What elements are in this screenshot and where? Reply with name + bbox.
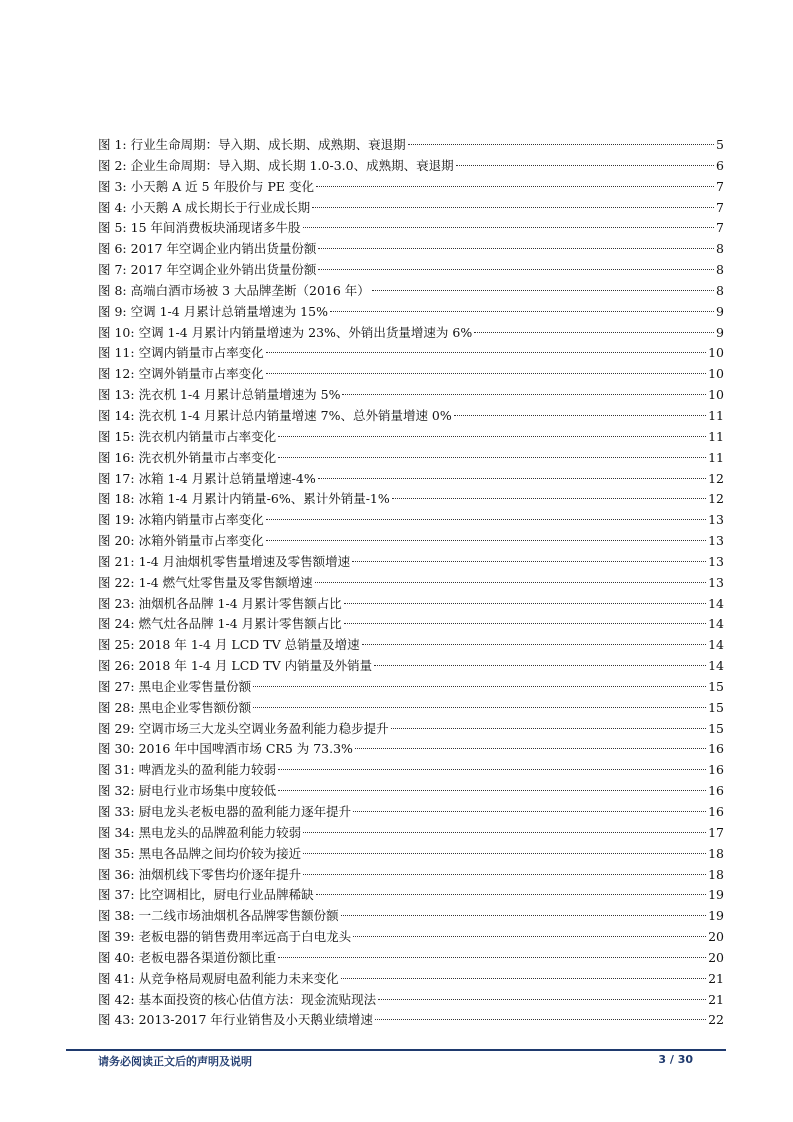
- toc-entry-label: 图 31:: [98, 762, 135, 778]
- toc-leader-dots: [266, 372, 707, 374]
- toc-entry[interactable]: [98, 614, 724, 635]
- toc-entry[interactable]: [98, 865, 724, 886]
- toc-leader-dots: [352, 560, 706, 562]
- toc-entry-title: 从竞争格局观厨电盈利能力未来变化: [138, 970, 339, 986]
- toc-entry-label: 图 8:: [98, 282, 127, 298]
- toc-entry-title: 冰箱内销量市占率变化: [138, 512, 264, 528]
- footer-disclaimer: 请务必阅读正文后的声明及说明: [98, 1055, 252, 1068]
- toc-entry-page: 19: [708, 887, 724, 903]
- toc-entry-title: 行业生命周期：导入期、成长期、成熟期、衰退期: [130, 137, 406, 152]
- toc-leader-dots: [303, 226, 715, 228]
- toc-entry-label: 图 30:: [98, 741, 135, 757]
- toc-leader-dots: [318, 477, 706, 479]
- toc-entry-label: 图 19:: [98, 512, 135, 528]
- toc-entry-page: 14: [708, 637, 724, 653]
- toc-leader-dots: [408, 143, 714, 145]
- toc-entry[interactable]: [98, 802, 724, 823]
- toc-entry-page: 8: [716, 262, 724, 278]
- toc-entry-title: 老板电器各渠道份额比重: [138, 949, 277, 965]
- toc-entry-page: 7: [716, 178, 724, 194]
- toc-entry-page: 13: [708, 533, 724, 549]
- toc-entry-page: 8: [716, 241, 724, 257]
- toc-entry-label: 图 21:: [98, 553, 135, 569]
- toc-entry-page: 10: [708, 366, 724, 382]
- toc-entry[interactable]: [98, 302, 724, 323]
- toc-leader-dots: [278, 956, 706, 958]
- toc-entry-label: 图 5:: [98, 220, 127, 236]
- toc-leader-dots: [278, 789, 706, 791]
- toc-entry[interactable]: [98, 239, 724, 260]
- toc-leader-dots: [353, 935, 706, 937]
- toc-entry-label: 图 29:: [98, 720, 135, 736]
- toc-entry-title: 洗衣机内销量市占率变化: [138, 428, 277, 444]
- toc-entry-page: 20: [708, 949, 724, 965]
- toc-leader-dots: [312, 206, 714, 208]
- toc-leader-dots: [341, 914, 707, 916]
- toc-entry-page: 15: [708, 720, 724, 736]
- toc-entry-title: 空调外销量市占率变化: [138, 366, 264, 382]
- toc-leader-dots: [316, 185, 714, 187]
- toc-entry-page: 22: [708, 1012, 724, 1028]
- toc-entry-label: 图 39:: [98, 929, 135, 945]
- toc-entry[interactable]: [98, 406, 724, 427]
- toc-entry-title: 小天鹅 A 近 5 年股价与 PE 变化: [130, 178, 314, 194]
- toc-leader-dots: [266, 351, 707, 353]
- toc-entry-label: 图 16:: [98, 449, 135, 465]
- toc-leader-dots: [344, 622, 706, 624]
- toc-entry-label: 图 22:: [98, 574, 135, 590]
- toc-entry-label: 图 36:: [98, 866, 135, 882]
- toc-entry[interactable]: [98, 990, 724, 1011]
- toc-leader-dots: [454, 414, 706, 416]
- toc-entry-label: 图 4:: [98, 199, 127, 215]
- toc-entry-title: 空调 1-4 月累计内销量增速为 23%、外销出货量增速为 6%: [138, 324, 473, 340]
- toc-entry-title: 2018 年 1-4 月 LCD TV 内销量及外销量: [138, 658, 373, 674]
- toc-leader-dots: [278, 768, 706, 770]
- toc-leader-dots: [392, 497, 706, 499]
- toc-entry-title: 黑电企业零售量份额: [138, 678, 252, 694]
- toc-entry-page: 18: [708, 866, 724, 882]
- toc-entry-title: 冰箱 1-4 月累计内销量-6%、累计外销量-1%: [138, 491, 390, 507]
- toc-entry[interactable]: [98, 906, 724, 927]
- toc-entry-page: 11: [708, 407, 724, 423]
- toc-entry-title: 黑电企业零售额份额: [138, 699, 252, 715]
- toc-entry-title: 2016 年中国啤酒市场 CR5 为 73.3%: [138, 741, 353, 757]
- toc-leader-dots: [303, 852, 706, 854]
- toc-entry-title: 厨电龙头老板电器的盈利能力逐年提升: [138, 804, 352, 819]
- toc-entry-title: 基本面投资的核心估值方法：现金流贴现法: [138, 991, 377, 1007]
- toc-entry-title: 啤酒龙头的盈利能力较弱: [138, 762, 277, 778]
- toc-entry-label: 图 14:: [98, 407, 135, 423]
- toc-entry-page: 8: [716, 282, 724, 298]
- toc-entry-label: 图 26:: [98, 658, 135, 674]
- toc-entry-page: 9: [716, 303, 724, 319]
- toc-entry-title: 1-4 月油烟机零售量增速及零售额增速: [138, 553, 351, 569]
- toc-entry[interactable]: [98, 760, 724, 781]
- toc-entry-title: 小天鹅 A 成长期长于行业成长期: [130, 199, 311, 215]
- toc-entry-page: 9: [716, 324, 724, 340]
- toc-entry[interactable]: [98, 364, 724, 385]
- toc-entry-title: 企业生命周期：导入期、成长期 1.0-3.0、成熟期、衰退期: [130, 157, 454, 173]
- toc-entry-label: 图 13:: [98, 387, 135, 403]
- toc-leader-dots: [362, 643, 706, 645]
- toc-entry-page: 16: [708, 804, 724, 819]
- toc-entry[interactable]: [98, 844, 724, 865]
- toc-leader-dots: [253, 685, 706, 687]
- toc-entry-page: 10: [708, 345, 724, 361]
- toc-entry-page: 12: [708, 470, 724, 486]
- toc-entry[interactable]: [98, 427, 724, 448]
- toc-entry-page: 18: [708, 845, 724, 861]
- toc-entry-page: 7: [716, 199, 724, 215]
- toc-leader-dots: [316, 893, 707, 895]
- toc-leader-dots: [378, 998, 706, 1000]
- toc-leader-dots: [303, 873, 706, 875]
- toc-entry-label: 图 9:: [98, 303, 127, 319]
- toc-entry-label: 图 43:: [98, 1012, 135, 1028]
- toc-leader-dots: [372, 289, 714, 291]
- toc-entry-page: 19: [708, 908, 724, 924]
- toc-entry-title: 厨电行业市场集中度较低: [138, 783, 277, 799]
- toc-entry-label: 图 17:: [98, 470, 135, 486]
- toc-entry-label: 图 40:: [98, 949, 135, 965]
- toc-entry-title: 2017 年空调企业外销出货量份额: [130, 262, 317, 278]
- toc-leader-dots: [391, 727, 707, 729]
- toc-entry-page: 20: [708, 929, 724, 945]
- toc-entry-label: 图 23:: [98, 595, 135, 611]
- toc-entry[interactable]: [98, 719, 724, 740]
- toc-entry[interactable]: [98, 531, 724, 552]
- toc-leader-dots: [330, 310, 714, 312]
- toc-entry[interactable]: [98, 739, 724, 760]
- toc-entry[interactable]: [98, 135, 724, 156]
- toc-entry-title: 冰箱外销量市占率变化: [138, 533, 264, 549]
- toc-leader-dots: [342, 393, 706, 395]
- toc-entry-label: 图 35:: [98, 845, 135, 861]
- toc-entry-label: 图 15:: [98, 428, 135, 444]
- toc-leader-dots: [278, 435, 706, 437]
- toc-entry-label: 图 28:: [98, 699, 135, 715]
- toc-entry-label: 图 41:: [98, 970, 135, 986]
- toc-entry-page: 10: [708, 387, 724, 403]
- toc-entry[interactable]: [98, 594, 724, 615]
- toc-entry[interactable]: [98, 343, 724, 364]
- toc-entry[interactable]: [98, 969, 724, 990]
- toc-entry-page: 14: [708, 658, 724, 674]
- toc-leader-dots: [318, 247, 714, 249]
- toc-leader-dots: [474, 331, 714, 333]
- toc-entry-page: 16: [708, 762, 724, 778]
- toc-entry[interactable]: [98, 510, 724, 531]
- toc-entry[interactable]: [98, 1010, 724, 1031]
- toc-entry[interactable]: [98, 281, 724, 302]
- toc-entry[interactable]: [98, 948, 724, 969]
- toc-entry[interactable]: [98, 698, 724, 719]
- toc-entry-page: 14: [708, 595, 724, 611]
- toc-entry-label: 图 6:: [98, 241, 127, 257]
- toc-leader-dots: [375, 1018, 706, 1020]
- toc-entry-title: 2018 年 1-4 月 LCD TV 总销量及增速: [138, 637, 360, 653]
- toc-entry-label: 图 12:: [98, 366, 135, 382]
- toc-entry[interactable]: [98, 823, 724, 844]
- toc-leader-dots: [278, 456, 706, 458]
- toc-entry-page: 12: [708, 491, 724, 507]
- toc-entry-title: 洗衣机 1-4 月累计总销量增速为 5%: [138, 387, 341, 403]
- toc-entry-page: 7: [716, 220, 724, 236]
- toc-entry-page: 6: [716, 157, 724, 173]
- toc-leader-dots: [315, 581, 706, 583]
- toc-entry-page: 13: [708, 553, 724, 569]
- toc-entry[interactable]: [98, 635, 724, 656]
- toc-entry[interactable]: [98, 385, 724, 406]
- toc-entry[interactable]: [98, 781, 724, 802]
- footer-divider: [66, 1049, 726, 1051]
- toc-entry-page: 17: [708, 824, 724, 840]
- toc-entry-title: 洗衣机 1-4 月累计总内销量增速 7%、总外销量增速 0%: [138, 407, 452, 423]
- toc-entry[interactable]: [98, 218, 724, 239]
- toc-entry[interactable]: [98, 885, 724, 906]
- toc-entry-title: 油烟机线下零售均价逐年提升: [138, 866, 302, 882]
- toc-entry-label: 图 11:: [98, 345, 135, 361]
- toc-entry-title: 15 年间消费板块涌现诸多牛股: [130, 220, 301, 236]
- toc-entry-title: 冰箱 1-4 月累计总销量增速-4%: [138, 470, 316, 486]
- toc-entry-label: 图 27:: [98, 678, 135, 694]
- toc-entry[interactable]: [98, 656, 724, 677]
- toc-entry-label: 图 25:: [98, 637, 135, 653]
- toc-entry[interactable]: [98, 156, 724, 177]
- toc-entry[interactable]: [98, 469, 724, 490]
- toc-entry-label: 图 18:: [98, 491, 135, 507]
- toc-entry-page: 16: [708, 741, 724, 757]
- toc-entry-title: 2013-2017 年行业销售及小天鹅业绩增速: [138, 1012, 373, 1028]
- toc-entry-page: 5: [716, 137, 724, 152]
- toc-entry-page: 21: [708, 991, 724, 1007]
- toc-entry-label: 图 7:: [98, 262, 127, 278]
- toc-entry-label: 图 20:: [98, 533, 135, 549]
- toc-entry-page: 11: [708, 428, 724, 444]
- toc-entry-label: 图 34:: [98, 824, 135, 840]
- toc-entry[interactable]: [98, 677, 724, 698]
- toc-leader-dots: [355, 747, 706, 749]
- toc-entry-page: 13: [708, 512, 724, 528]
- toc-entry[interactable]: [98, 927, 724, 948]
- toc-entry-label: 图 24:: [98, 616, 135, 632]
- figure-table-of-contents: [98, 135, 724, 1031]
- toc-leader-dots: [253, 706, 706, 708]
- toc-leader-dots: [353, 810, 706, 812]
- toc-entry-label: 图 1:: [98, 137, 127, 152]
- toc-entry-title: 空调 1-4 月累计总销量增速为 15%: [130, 303, 328, 319]
- toc-entry-label: 图 42:: [98, 991, 135, 1007]
- toc-entry[interactable]: [98, 177, 724, 198]
- toc-entry-title: 黑电各品牌之间均价较为接近: [138, 845, 302, 861]
- toc-leader-dots: [344, 602, 706, 604]
- toc-entry-title: 比空调相比，厨电行业品牌稀缺: [138, 887, 314, 903]
- toc-entry-page: 14: [708, 616, 724, 632]
- toc-entry-page: 15: [708, 678, 724, 694]
- toc-entry[interactable]: [98, 260, 724, 281]
- toc-leader-dots: [303, 831, 706, 833]
- toc-entry-page: 15: [708, 699, 724, 715]
- toc-entry-label: 图 38:: [98, 908, 135, 924]
- toc-leader-dots: [341, 977, 707, 979]
- toc-entry-label: 图 33:: [98, 804, 135, 819]
- toc-entry-title: 洗衣机外销量市占率变化: [138, 449, 277, 465]
- toc-entry-title: 2017 年空调企业内销出货量份额: [130, 241, 317, 257]
- toc-entry[interactable]: [98, 198, 724, 219]
- toc-entry-label: 图 3:: [98, 178, 127, 194]
- toc-entry-page: 13: [708, 574, 724, 590]
- toc-entry-title: 老板电器的销售费用率远高于白电龙头: [138, 929, 352, 945]
- toc-entry-page: 11: [708, 449, 724, 465]
- toc-entry[interactable]: [98, 573, 724, 594]
- toc-entry-title: 燃气灶各品牌 1-4 月累计零售额占比: [138, 616, 342, 632]
- toc-entry-title: 空调内销量市占率变化: [138, 345, 264, 361]
- toc-entry-label: 图 37:: [98, 887, 135, 903]
- toc-entry-label: 图 10:: [98, 324, 135, 340]
- toc-entry-title: 黑电龙头的品牌盈利能力较弱: [138, 824, 302, 840]
- toc-entry-title: 油烟机各品牌 1-4 月累计零售额占比: [138, 595, 342, 611]
- toc-entry-title: 1-4 燃气灶零售量及零售额增速: [138, 574, 313, 590]
- toc-entry-title: 高端白酒市场被 3 大品牌垄断（2016 年）: [130, 282, 370, 298]
- toc-entry[interactable]: [98, 489, 724, 510]
- toc-leader-dots: [456, 164, 714, 166]
- toc-leader-dots: [266, 539, 707, 541]
- toc-entry-page: 21: [708, 970, 724, 986]
- toc-entry-page: 16: [708, 783, 724, 799]
- toc-entry[interactable]: [98, 323, 724, 344]
- footer-page-number: 3 / 30: [658, 1053, 693, 1066]
- toc-leader-dots: [318, 268, 714, 270]
- toc-entry-label: 图 2:: [98, 157, 127, 173]
- toc-entry[interactable]: [98, 552, 724, 573]
- toc-entry-label: 图 32:: [98, 783, 135, 799]
- toc-entry-title: 空调市场三大龙头空调业务盈利能力稳步提升: [138, 720, 389, 736]
- toc-entry[interactable]: [98, 448, 724, 469]
- toc-leader-dots: [374, 664, 706, 666]
- toc-entry-title: 一二线市场油烟机各品牌零售额份额: [138, 908, 339, 924]
- toc-leader-dots: [266, 518, 707, 520]
